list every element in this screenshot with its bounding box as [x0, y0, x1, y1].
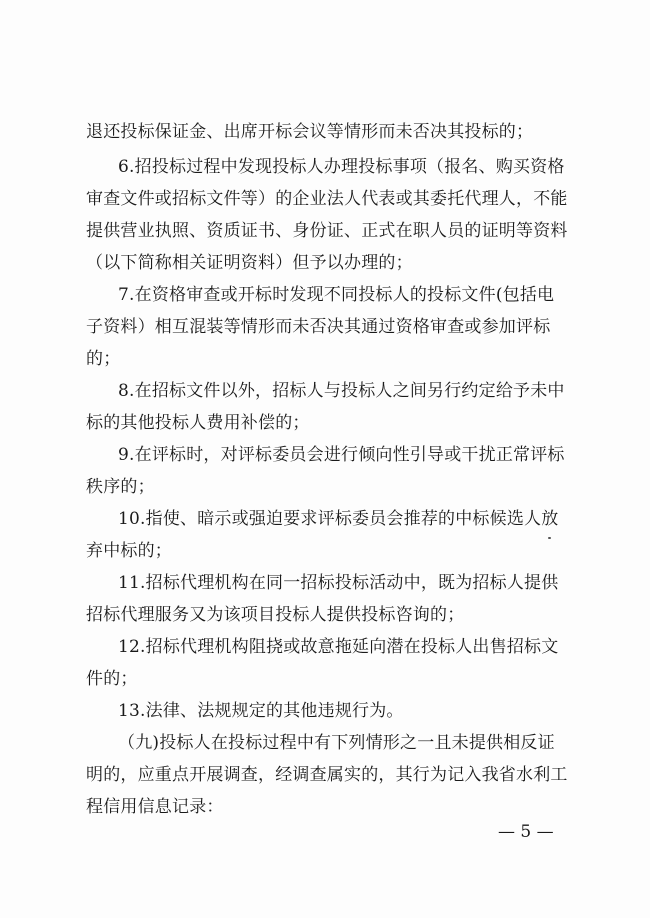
text-line-14: 弃中标的； — [86, 541, 172, 561]
text-line-21: 明的，应重点开展调查，经调查属实的，其行为记入我省水利工 — [86, 765, 568, 785]
text-line-8: 的； — [86, 349, 121, 369]
text-line-5: （以下简称相关证明资料）但予以办理的； — [86, 253, 413, 273]
scan-speck — [548, 537, 551, 539]
page-number: — 5 — — [498, 822, 554, 842]
text-line-9: 8.在招标文件以外，招标人与投标人之间另行约定给予未中 — [118, 381, 565, 401]
text-line-22: 程信用信息记录： — [86, 797, 224, 817]
text-line-18: 件的； — [86, 669, 138, 689]
text-line-4: 提供营业执照、资质证书、身份证、正式在职人员的证明等资料 — [86, 221, 568, 241]
text-line-7: 子资料）相互混装等情形而未否决其通过资格审查或参加评标 — [86, 317, 551, 337]
text-line-12: 秩序的； — [86, 477, 155, 497]
text-line-3: 审查文件或招标文件等）的企业法人代表或其委托代理人，不能 — [86, 189, 568, 209]
text-line-17: 12.招标代理机构阻挠或故意拖延向潜在投标人出售招标文 — [118, 637, 559, 657]
text-line-16: 招标代理服务又为该项目投标人提供投标咨询的； — [86, 605, 465, 625]
text-line-2: 6.招投标过程中发现投标人办理投标事项（报名、购买资格 — [118, 157, 565, 177]
text-line-1: 退还投标保证金、出席开标会议等情形而未否决其投标的； — [86, 122, 534, 142]
text-line-20: （九)投标人在投标过程中有下列情形之一且未提供相反证 — [118, 733, 555, 753]
text-line-13: 10.指使、暗示或强迫要求评标委员会推荐的中标候选人放 — [118, 509, 559, 529]
text-line-19: 13.法律、法规规定的其他违规行为。 — [118, 701, 404, 721]
text-line-10: 标的其他投标人费用补偿的； — [86, 413, 310, 433]
text-line-11: 9.在评标时，对评标委员会进行倾向性引导或干扰正常评标 — [118, 445, 565, 465]
text-line-15: 11.招标代理机构在同一招标投标活动中，既为招标人提供 — [118, 573, 559, 593]
text-line-6: 7.在资格审查或开标时发现不同投标人的投标文件(包括电 — [118, 285, 555, 305]
